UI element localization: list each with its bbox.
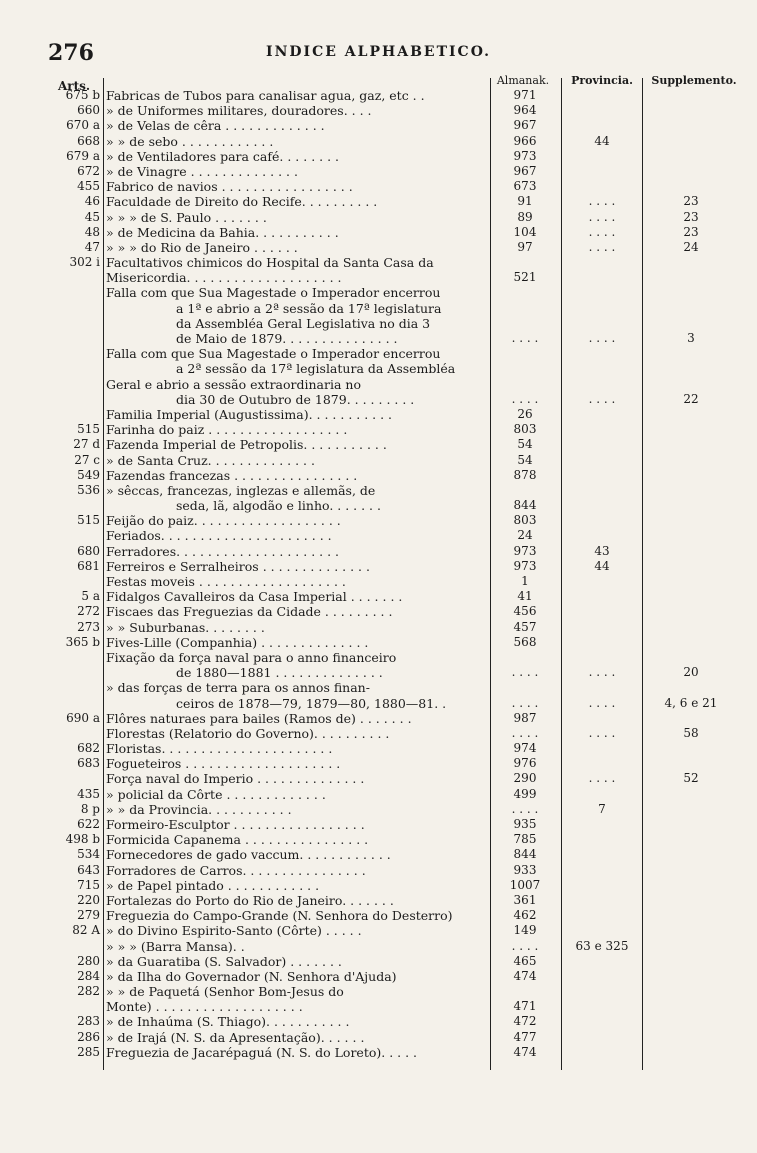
almanak-page: 472 [513, 1014, 537, 1029]
entry-text: » de Uniformes militares, douradores. . . . [106, 103, 372, 119]
article-number: 670 a [66, 118, 100, 133]
index-row [0, 726, 757, 741]
almanak-page: 967 [513, 118, 537, 133]
almanak-page: 149 [513, 923, 537, 938]
entry-text: Fortalezas do Porto do Rio de Janeiro. . . . . . . [106, 892, 394, 908]
index-row [0, 285, 757, 300]
article-number: 672 [77, 163, 100, 178]
entry-text: » da Guaratiba (S. Salvador) . . . . . . . [106, 953, 342, 969]
index-row [0, 787, 757, 802]
almanak-page: 474 [513, 968, 537, 983]
entry-text: Fives-Lille (Companhia) . . . . . . . . . . . . . . [106, 634, 369, 650]
index-row [0, 1014, 757, 1029]
index-row [0, 437, 757, 452]
almanak-page: 26 [517, 406, 533, 421]
almanak-page: 457 [513, 619, 537, 634]
entry-text: Ferreiros e Serralheiros . . . . . . . . . . . . . . [106, 558, 370, 574]
article-number: 668 [77, 133, 100, 148]
column-header-arts: Arts. [58, 79, 91, 93]
entry-text: » da Ilha do Governador (N. Senhora d'Ajuda) [106, 968, 397, 984]
index-row [0, 179, 757, 194]
entry-text: Fiscaes das Freguezias da Cidade . . . . . . . . . [106, 604, 393, 620]
index-row [0, 559, 757, 574]
almanak-page: 471 [513, 999, 537, 1014]
index-row [0, 604, 757, 619]
index-row [0, 210, 757, 225]
provincia-page: . . . . [588, 695, 616, 710]
page-title: INDICE ALPHABETICO. [266, 44, 491, 60]
provincia-page: 63 e 325 [575, 938, 629, 953]
entry-text: » » da Provincia. . . . . . . . . . . [106, 801, 292, 817]
index-row [0, 756, 757, 771]
entry-text: a 2ª sessão da 17ª legislatura da Assembléa [176, 361, 456, 377]
entry-text: Geral e abrio a sessão extraordinaria no [106, 376, 361, 392]
entry-text: » do Divino Espirito-Santo (Côrte) . . . . . [106, 923, 362, 939]
almanak-page: 24 [517, 528, 533, 543]
article-number: 5 a [81, 589, 100, 604]
supplemento-page: 4, 6 e 21 [664, 695, 718, 710]
index-row [0, 468, 757, 483]
supplemento-page: 58 [683, 725, 699, 740]
entry-text: Força naval do Imperio . . . . . . . . . . . . . . [106, 771, 365, 787]
article-number: 515 [77, 422, 100, 437]
almanak-page: . . . . [511, 801, 539, 816]
entry-text: » » » de S. Paulo . . . . . . . [106, 209, 267, 225]
provincia-page: 7 [598, 801, 606, 816]
article-number: 8 p [80, 801, 100, 816]
entry-text: » de Irajá (N. S. da Apresentação). . . . . . [106, 1029, 365, 1045]
almanak-page: 973 [513, 543, 537, 558]
index-row [0, 878, 757, 893]
entry-text: a 1ª e abrio a 2ª sessão da 17ª legislatura [176, 300, 442, 316]
almanak-page: . . . . [511, 391, 539, 406]
almanak-page: 290 [513, 771, 537, 786]
almanak-page: 97 [517, 239, 533, 254]
entry-text: Floristas. . . . . . . . . . . . . . . . . . . . . . [106, 741, 333, 757]
index-row [0, 1045, 757, 1060]
index-row [0, 574, 757, 589]
entry-text: Familia Imperial (Augustissima). . . . . . . . . . . [106, 406, 393, 422]
index-row [0, 240, 757, 255]
entry-text: » de Vinagre . . . . . . . . . . . . . . [106, 163, 298, 179]
index-row [0, 954, 757, 969]
entry-text: Florestas (Relatorio do Governo). . . . . . . . . . [106, 725, 390, 741]
entry-text: Freguezia de Jacarépaguá (N. S. do Loreto). . . . . [106, 1044, 418, 1060]
almanak-page: 933 [513, 862, 537, 877]
article-number: 435 [77, 786, 100, 801]
index-row [0, 847, 757, 862]
index-row [0, 103, 757, 118]
almanak-page: 361 [513, 892, 537, 907]
supplemento-page: 23 [683, 224, 699, 239]
entry-text: Festas moveis . . . . . . . . . . . . . . . . . . . [106, 574, 346, 589]
index-row [0, 331, 757, 346]
entry-text: Fazenda Imperial de Petropolis. . . . . . . . . . . [106, 437, 387, 453]
article-number: 681 [77, 558, 100, 573]
provincia-page: 43 [594, 543, 610, 558]
article-number: 284 [77, 968, 100, 983]
entry-text: Formicida Capanema . . . . . . . . . . . . . . . . [106, 832, 369, 848]
entry-text: Feijão do paiz. . . . . . . . . . . . . . . . . . . [106, 513, 341, 529]
almanak-page: 987 [513, 710, 537, 725]
entry-text: Falla com que Sua Magestade o Imperador encerrou [106, 346, 441, 362]
almanak-page: 104 [513, 224, 537, 239]
almanak-page: 41 [517, 589, 533, 604]
article-number: 643 [77, 862, 100, 877]
entry-text: ceiros de 1878—79, 1879—80, 1880—81. . [176, 695, 447, 711]
article-number: 282 [77, 984, 100, 999]
index-row [0, 650, 757, 665]
index-row [0, 544, 757, 559]
entry-text: de 1880—1881 . . . . . . . . . . . . . . [176, 665, 383, 681]
almanak-page: 54 [517, 437, 533, 452]
article-number: 549 [77, 467, 100, 482]
entry-text: Ferradores. . . . . . . . . . . . . . . . . . . . . [106, 543, 340, 559]
article-number: 285 [77, 1044, 100, 1059]
entry-text: Formeiro-Esculptor . . . . . . . . . . . . . . . . . [106, 817, 365, 832]
page-number: 276 [48, 40, 94, 66]
article-number: 280 [77, 953, 100, 968]
article-number: 515 [77, 513, 100, 528]
entry-text: Facultativos chimicos do Hospital da Santa Casa da [106, 255, 434, 271]
entry-text: » » de Paquetá (Senhor Bom-Jesus do [106, 984, 344, 1000]
almanak-page: 973 [513, 558, 537, 573]
almanak-page: 935 [513, 817, 537, 831]
entry-text: Fabricas de Tubos para canalisar agua, gaz, etc . . [106, 88, 425, 103]
article-number: 273 [77, 619, 100, 634]
almanak-page: 974 [513, 741, 537, 756]
almanak-page: . . . . [511, 725, 539, 740]
provincia-page: . . . . [588, 391, 616, 406]
column-header-provincia: Provincia. [571, 74, 633, 87]
entry-text: Fixação da força naval para o anno financeiro [106, 649, 397, 665]
almanak-page: 499 [513, 786, 537, 801]
index-row [0, 680, 757, 695]
supplemento-page: 3 [687, 331, 695, 345]
article-number: 622 [77, 817, 100, 831]
almanak-page: . . . . [511, 665, 539, 680]
provincia-page: . . . . [588, 224, 616, 239]
provincia-page: . . . . [588, 331, 616, 345]
index-row [0, 863, 757, 878]
almanak-page: 967 [513, 163, 537, 178]
entry-text: » policial da Côrte . . . . . . . . . . . . . [106, 786, 326, 802]
almanak-page: 568 [513, 634, 537, 649]
entry-text: » de Ventiladores para café. . . . . . . . [106, 148, 340, 164]
article-number: 82 A [72, 923, 100, 938]
index-row [0, 194, 757, 209]
entry-text: Monte) . . . . . . . . . . . . . . . . . . . [106, 999, 303, 1015]
supplemento-page: 52 [683, 771, 699, 786]
provincia-page: . . . . [588, 771, 616, 786]
index-row [0, 771, 757, 786]
index-row [0, 923, 757, 938]
entry-text: Farinha do paiz . . . . . . . . . . . . . . . . . . [106, 422, 348, 438]
entry-text: Freguezia do Campo-Grande (N. Senhora do Desterro) [106, 908, 453, 924]
entry-text: » de Velas de cêra . . . . . . . . . . . . . [106, 118, 325, 134]
article-number: 47 [84, 239, 100, 254]
almanak-page: . . . . [511, 331, 539, 345]
entry-text: » sêccas, francezas, inglezas e allemãs, de [106, 482, 376, 498]
almanak-page: 465 [513, 953, 537, 968]
index-row [0, 392, 757, 407]
index-row [0, 149, 757, 164]
almanak-page: 474 [513, 1044, 537, 1059]
index-table [0, 88, 757, 1060]
entry-text: » » de sebo . . . . . . . . . . . . [106, 133, 274, 149]
index-row [0, 741, 757, 756]
article-number: 45 [84, 209, 100, 224]
almanak-page: 456 [513, 604, 537, 619]
index-row [0, 118, 757, 133]
almanak-page: . . . . [511, 938, 539, 953]
index-row [0, 969, 757, 984]
entry-text: » » Suburbanas. . . . . . . . [106, 619, 265, 635]
supplemento-page: 24 [683, 239, 699, 254]
index-row [0, 134, 757, 149]
index-row [0, 984, 757, 999]
entry-text: dia 30 de Outubro de 1879. . . . . . . . . [176, 391, 415, 407]
article-number: 660 [77, 103, 100, 118]
almanak-page: 803 [513, 422, 537, 437]
index-row [0, 696, 757, 711]
almanak-page: 973 [513, 148, 537, 163]
index-row [0, 88, 757, 103]
article-number: 27 d [73, 437, 100, 452]
article-number: 279 [77, 908, 100, 923]
article-number: 220 [77, 892, 100, 907]
entry-text: » de Papel pintado . . . . . . . . . . . . [106, 877, 320, 893]
article-number: 682 [77, 741, 100, 756]
article-number: 302 i [69, 255, 100, 270]
article-number: 27 c [74, 452, 100, 467]
entry-text: Feriados. . . . . . . . . . . . . . . . . . . . . . [106, 528, 332, 544]
index-row [0, 346, 757, 361]
index-row [0, 407, 757, 422]
almanak-page: 1007 [509, 877, 541, 892]
entry-text: Fazendas francezas . . . . . . . . . . . . . . . . [106, 467, 358, 483]
index-row [0, 270, 757, 285]
provincia-page: . . . . [588, 665, 616, 680]
entry-text: Faculdade de Direito do Recife. . . . . . . . . . [106, 194, 378, 210]
almanak-page: 785 [513, 832, 537, 847]
almanak-page: 844 [513, 847, 537, 862]
index-row [0, 361, 757, 376]
entry-text: Forradores de Carros. . . . . . . . . . . . . . . . [106, 862, 366, 878]
almanak-page: 878 [513, 467, 537, 482]
index-row [0, 498, 757, 513]
entry-text: » » » do Rio de Janeiro . . . . . . [106, 239, 298, 255]
almanak-page: 89 [517, 209, 533, 224]
index-row [0, 301, 757, 316]
index-row [0, 316, 757, 331]
article-number: 683 [77, 756, 100, 771]
almanak-page: 673 [513, 179, 537, 194]
supplemento-page: 20 [683, 665, 699, 680]
supplemento-page: 22 [683, 391, 699, 406]
column-header-almanak: Almanak. [496, 74, 550, 87]
article-number: 675 b [65, 88, 100, 102]
index-row [0, 513, 757, 528]
almanak-page: 971 [513, 88, 537, 102]
column-header-supplemento: Supplemento. [651, 74, 737, 87]
entry-text: » de Santa Cruz. . . . . . . . . . . . . . [106, 452, 315, 468]
entry-text: da Assembléa Geral Legislativa no dia 3 [176, 315, 431, 331]
index-row [0, 908, 757, 923]
index-row [0, 620, 757, 635]
index-row [0, 999, 757, 1014]
article-number: 286 [77, 1029, 100, 1044]
entry-text: » das forças de terra para os annos finan- [106, 680, 370, 696]
provincia-page: . . . . [588, 209, 616, 224]
article-number: 455 [77, 179, 100, 194]
almanak-page: 462 [513, 908, 537, 923]
almanak-page: 521 [513, 270, 537, 285]
index-row [0, 453, 757, 468]
article-number: 536 [77, 482, 100, 497]
index-row [0, 528, 757, 543]
supplemento-page: 23 [683, 194, 699, 209]
provincia-page: 44 [594, 133, 610, 148]
almanak-page: 964 [513, 103, 537, 118]
article-number: 715 [77, 877, 100, 892]
entry-text: Fabrico de navios . . . . . . . . . . . . . . . . . [106, 179, 353, 195]
entry-text: Falla com que Sua Magestade o Imperador encerrou [106, 285, 441, 301]
entry-text: Fornecedores de gado vaccum. . . . . . . . . . . . [106, 847, 391, 863]
almanak-page: 1 [521, 574, 529, 588]
entry-text: » » » (Barra Mansa). . [106, 938, 245, 954]
article-number: 48 [84, 224, 100, 239]
entry-text: Fogueteiros . . . . . . . . . . . . . . . . . . . . [106, 756, 341, 772]
entry-text: Fidalgos Cavalleiros da Casa Imperial . . . . . . . [106, 589, 403, 605]
entry-text: seda, lã, algodão e linho. . . . . . . [176, 498, 381, 514]
entry-text: » de Inhaúma (S. Thiago). . . . . . . . . . . [106, 1014, 350, 1030]
article-number: 498 b [65, 832, 100, 847]
provincia-page: . . . . [588, 194, 616, 209]
index-row [0, 589, 757, 604]
article-number: 690 a [66, 710, 100, 725]
almanak-page: 844 [513, 498, 537, 513]
index-row [0, 255, 757, 270]
index-row [0, 939, 757, 954]
provincia-page: 44 [594, 558, 610, 573]
entry-text: » de Medicina da Bahia. . . . . . . . . . . [106, 224, 339, 240]
article-number: 365 b [65, 634, 100, 649]
almanak-page: . . . . [511, 695, 539, 710]
almanak-page: 966 [513, 133, 537, 148]
article-number: 46 [84, 194, 100, 209]
article-number: 679 a [66, 148, 100, 163]
index-row [0, 225, 757, 240]
index-row [0, 1030, 757, 1045]
article-number: 283 [77, 1014, 100, 1029]
provincia-page: . . . . [588, 239, 616, 254]
index-row [0, 817, 757, 832]
index-row [0, 422, 757, 437]
almanak-page: 803 [513, 513, 537, 528]
entry-text: de Maio de 1879. . . . . . . . . . . . . . . [176, 331, 398, 346]
entry-text: Misericordia. . . . . . . . . . . . . . . . . . . . [106, 270, 342, 286]
almanak-page: 976 [513, 756, 537, 771]
almanak-page: 54 [517, 452, 533, 467]
index-row [0, 832, 757, 847]
index-row [0, 164, 757, 179]
index-row [0, 893, 757, 908]
almanak-page: 91 [517, 194, 533, 209]
index-row [0, 711, 757, 726]
index-row [0, 483, 757, 498]
entry-text: Flôres naturaes para bailes (Ramos de) . . . . . . . [106, 710, 412, 726]
article-number: 534 [77, 847, 100, 862]
index-row [0, 665, 757, 680]
supplemento-page: 23 [683, 209, 699, 224]
index-row [0, 377, 757, 392]
article-number: 272 [77, 604, 100, 619]
almanak-page: 477 [513, 1029, 537, 1044]
provincia-page: . . . . [588, 725, 616, 740]
index-row [0, 635, 757, 650]
article-number: 680 [77, 543, 100, 558]
index-row [0, 802, 757, 817]
